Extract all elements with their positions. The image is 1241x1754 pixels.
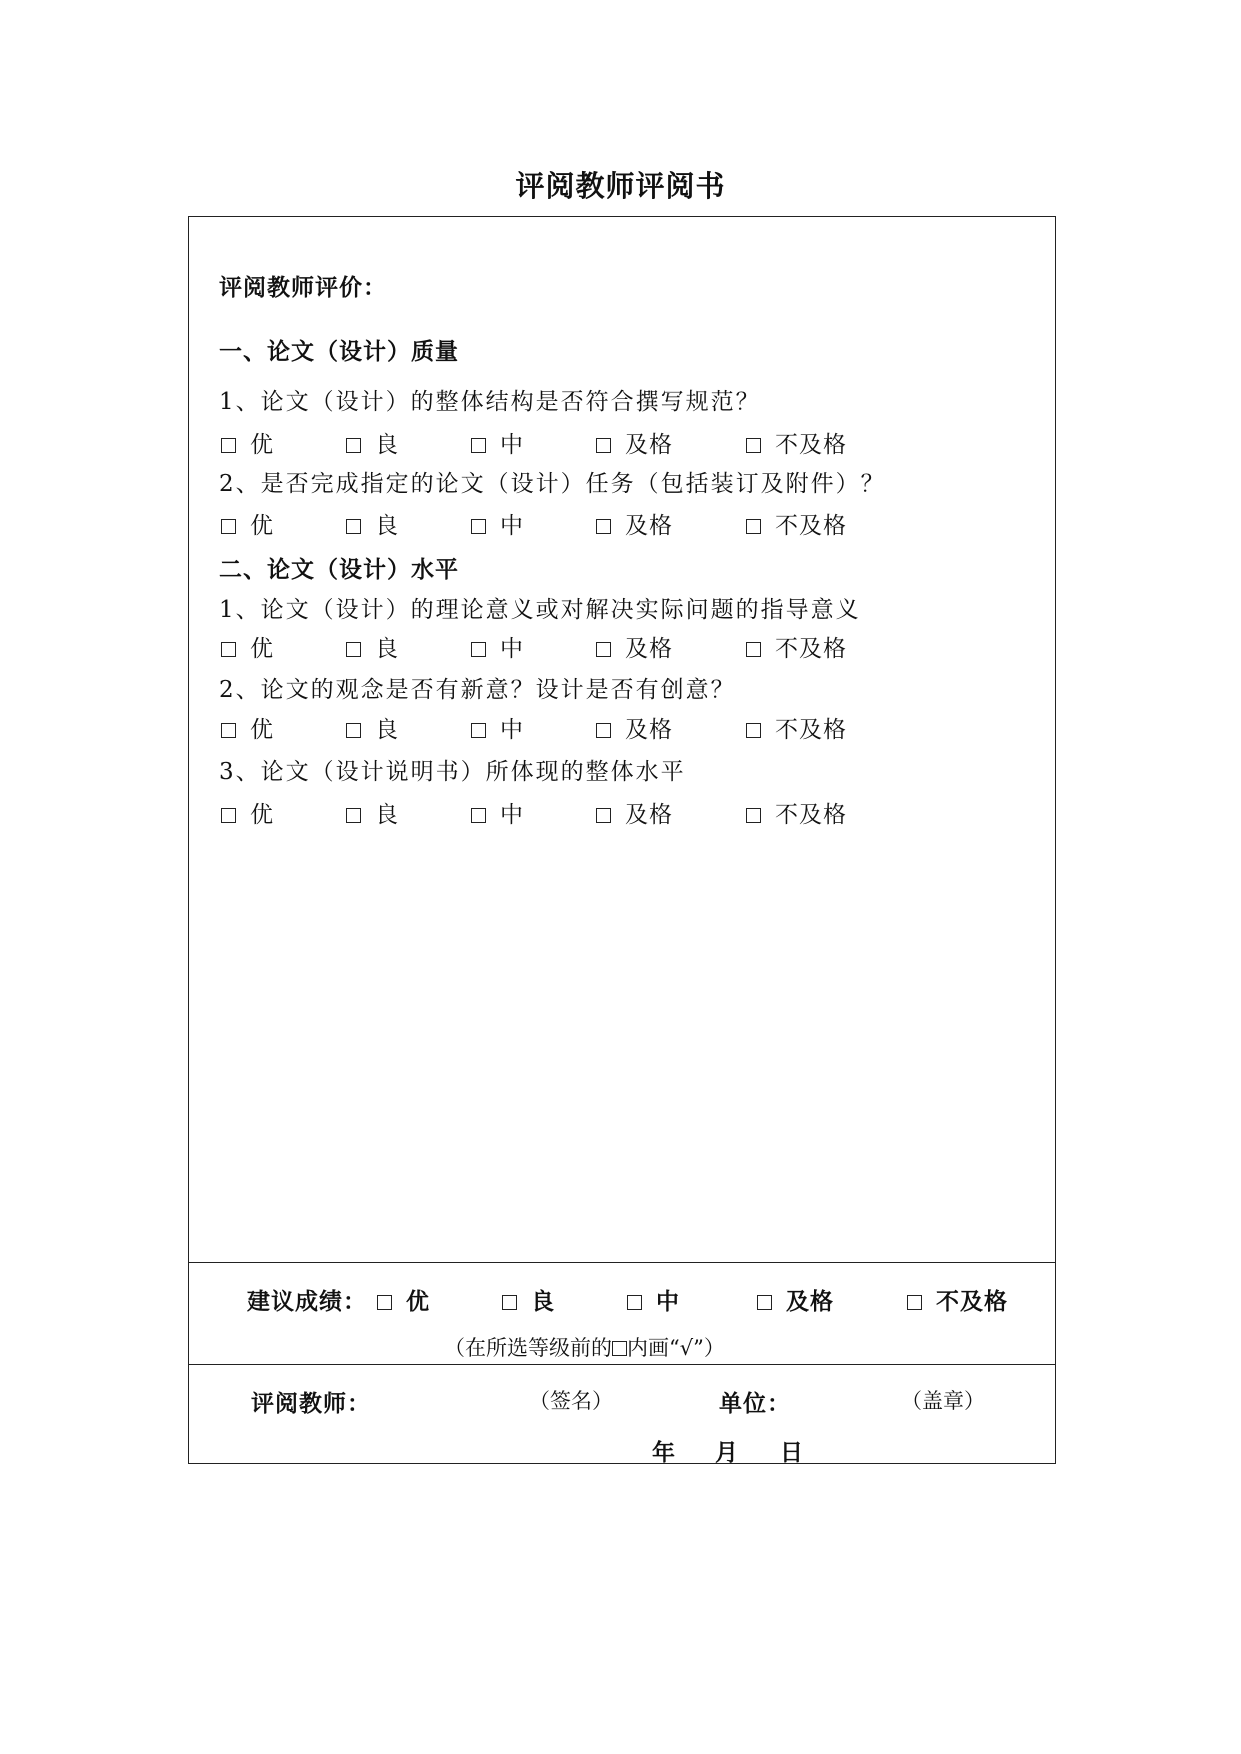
checkbox[interactable] xyxy=(471,723,486,738)
suggested-grade-label: 建议成绩： xyxy=(247,1289,367,1315)
question-overall-level: 3、论文（设计说明书）所体现的整体水平 xyxy=(219,759,686,785)
checkbox[interactable] xyxy=(471,808,486,823)
signature-note: （签名） xyxy=(529,1389,613,1413)
stamp-note: （盖章） xyxy=(901,1389,985,1413)
checkbox[interactable] xyxy=(596,438,611,453)
checkbox[interactable] xyxy=(471,438,486,453)
checkbox[interactable] xyxy=(346,808,361,823)
section-heading-level: 二、论文（设计）水平 xyxy=(219,557,459,583)
checkbox[interactable] xyxy=(346,438,361,453)
option-pass[interactable]: 及格 xyxy=(596,796,673,829)
checkbox[interactable] xyxy=(596,642,611,657)
checkbox[interactable] xyxy=(221,519,236,534)
option-medium[interactable]: 中 xyxy=(471,796,524,829)
option-fail[interactable]: 不及格 xyxy=(746,426,847,459)
grade-option-fail[interactable]: 不及格 xyxy=(907,1283,1008,1316)
date-day: 日 xyxy=(780,1440,804,1466)
section-heading-quality: 一、论文（设计）质量 xyxy=(219,339,459,365)
option-good[interactable]: 良 xyxy=(346,426,399,459)
checkbox[interactable] xyxy=(377,1295,392,1310)
checkbox[interactable] xyxy=(502,1295,517,1310)
checkbox[interactable] xyxy=(746,723,761,738)
option-fail[interactable]: 不及格 xyxy=(746,630,847,663)
reviewer-label: 评阅教师： xyxy=(251,1391,371,1417)
checkbox[interactable] xyxy=(746,808,761,823)
option-good[interactable]: 良 xyxy=(346,711,399,744)
option-medium[interactable]: 中 xyxy=(471,426,524,459)
checkbox[interactable] xyxy=(221,438,236,453)
checkbox[interactable] xyxy=(346,642,361,657)
option-medium[interactable]: 中 xyxy=(471,630,524,663)
checkbox[interactable] xyxy=(627,1295,642,1310)
grade-option-medium[interactable]: 中 xyxy=(627,1283,680,1316)
option-medium[interactable]: 中 xyxy=(471,711,524,744)
page-title: 评阅教师评阅书 xyxy=(515,169,726,203)
checkbox[interactable] xyxy=(596,808,611,823)
unit-label: 单位： xyxy=(719,1391,791,1417)
checkbox[interactable] xyxy=(471,519,486,534)
option-fail[interactable]: 不及格 xyxy=(746,507,847,540)
checkbox[interactable] xyxy=(346,519,361,534)
option-excellent[interactable]: 优 xyxy=(221,507,274,540)
checkbox-icon xyxy=(612,1341,627,1356)
option-good[interactable]: 良 xyxy=(346,796,399,829)
date-month: 月 xyxy=(715,1440,739,1466)
checkbox[interactable] xyxy=(221,723,236,738)
option-excellent[interactable]: 优 xyxy=(221,630,274,663)
checkbox[interactable] xyxy=(746,642,761,657)
question-structure: 1、论文（设计）的整体结构是否符合撰写规范？ xyxy=(219,389,761,415)
option-fail[interactable]: 不及格 xyxy=(746,711,847,744)
checkbox[interactable] xyxy=(471,642,486,657)
option-pass[interactable]: 及格 xyxy=(596,426,673,459)
grade-option-good[interactable]: 良 xyxy=(502,1283,555,1316)
checkbox[interactable] xyxy=(346,723,361,738)
divider xyxy=(189,1262,1055,1263)
option-medium[interactable]: 中 xyxy=(471,507,524,540)
question-significance: 1、论文（设计）的理论意义或对解决实际问题的指导意义 xyxy=(219,597,861,623)
review-form xyxy=(188,216,1056,1464)
option-good[interactable]: 良 xyxy=(346,507,399,540)
question-novelty: 2、论文的观念是否有新意？设计是否有创意？ xyxy=(219,677,736,703)
grade-option-excellent[interactable]: 优 xyxy=(377,1283,430,1316)
question-task-completion: 2、是否完成指定的论文（设计）任务（包括装订及附件）？ xyxy=(219,471,886,497)
evaluation-label: 评阅教师评价： xyxy=(219,275,387,301)
checkbox[interactable] xyxy=(596,519,611,534)
option-good[interactable]: 良 xyxy=(346,630,399,663)
checkbox[interactable] xyxy=(757,1295,772,1310)
option-excellent[interactable]: 优 xyxy=(221,796,274,829)
checkbox[interactable] xyxy=(221,642,236,657)
checkbox[interactable] xyxy=(596,723,611,738)
option-fail[interactable]: 不及格 xyxy=(746,796,847,829)
grade-instruction-note: （在所选等级前的 内画“√”） xyxy=(444,1336,725,1360)
checkbox[interactable] xyxy=(746,438,761,453)
divider xyxy=(189,1364,1055,1365)
option-excellent[interactable]: 优 xyxy=(221,426,274,459)
option-pass[interactable]: 及格 xyxy=(596,711,673,744)
checkbox[interactable] xyxy=(746,519,761,534)
option-pass[interactable]: 及格 xyxy=(596,507,673,540)
grade-option-pass[interactable]: 及格 xyxy=(757,1283,834,1316)
option-pass[interactable]: 及格 xyxy=(596,630,673,663)
date-year: 年 xyxy=(652,1440,676,1466)
checkbox[interactable] xyxy=(221,808,236,823)
checkbox[interactable] xyxy=(907,1295,922,1310)
option-excellent[interactable]: 优 xyxy=(221,711,274,744)
